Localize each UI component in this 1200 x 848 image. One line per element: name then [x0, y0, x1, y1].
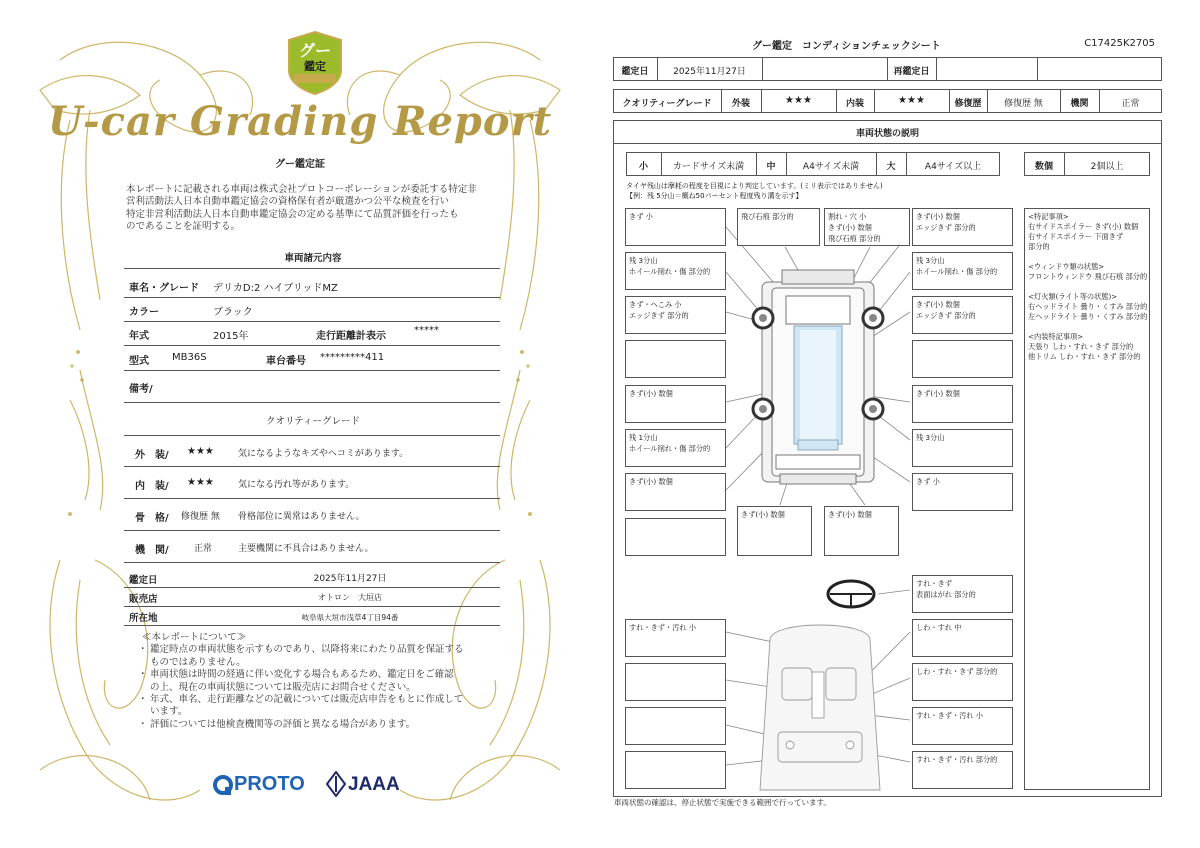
inspection-date-label: 鑑定日 [129, 575, 158, 586]
badge-line2: 鑑定 [304, 60, 326, 73]
section-title: 車両状態の説明 [855, 129, 919, 139]
cond-box-r7: きず 小 [912, 473, 1013, 511]
cond-box-r2: 残 3分山 ホイール削れ・傷 部分的 [912, 252, 1013, 290]
spec-section-title: 車両諸元内容 [284, 253, 342, 264]
inspection-date-value: 2025年11月27日 [313, 574, 387, 584]
cond-box-r5: きず(小) 数個 [912, 385, 1013, 423]
cond-box-ir4: すれ・きず・汚れ 部分的 [912, 751, 1013, 789]
legend-large-desc: A4サイズ以上 [924, 162, 982, 172]
engine-label: 機関 [1070, 99, 1089, 109]
certificate-title: グー鑑定証 [275, 159, 325, 170]
divider [124, 587, 500, 588]
model-value: MB36S [172, 352, 207, 363]
cond-box-l1: きず 小 [625, 208, 726, 246]
repair-value: 修復歴 無 [1004, 99, 1043, 109]
divider [124, 321, 500, 322]
legend-mid-desc: A4サイズ未満 [802, 162, 860, 172]
divider [124, 606, 500, 607]
cond-box-l7: きず(小) 数個 [625, 473, 726, 511]
proto-logo-icon [212, 774, 234, 796]
date-label: 鑑定日 [621, 67, 649, 77]
cond-box-r4 [912, 340, 1013, 378]
color-value: ブラック [213, 307, 253, 318]
legend-large: 大 [886, 162, 896, 172]
cond-box-l8 [625, 518, 726, 556]
divider [762, 57, 763, 81]
divider [936, 57, 937, 81]
sheet-code: C17425K2705 [1084, 38, 1155, 49]
cond-box-t2: 割れ・穴 小 きず(小) 数個 飛び石痕 部分的 [824, 208, 910, 246]
int-value: ★★★ [898, 95, 925, 106]
address-value: 岐阜県大垣市浅草4丁目94番 [301, 613, 399, 622]
divider [124, 530, 500, 531]
color-label: カラー [129, 307, 159, 318]
car-name-value: デリカD:2 ハイブリッドMZ [213, 283, 338, 294]
ext-label: 外装 [731, 99, 750, 109]
cond-box-l3: きず・へこみ 小 エッジきず 部分的 [625, 296, 726, 334]
divider [124, 345, 500, 346]
dealer-value: オトロン 大垣店 [318, 593, 382, 602]
cond-box-l5: きず(小) 数個 [625, 385, 726, 423]
divider [124, 466, 500, 467]
jaaa-logo-text: JAAA [348, 774, 400, 795]
chassis-label: 車台番号 [266, 356, 306, 367]
divider [124, 297, 500, 298]
cond-box-l4 [625, 340, 726, 378]
divider [124, 625, 500, 626]
sheet-title: グー鑑定 コンディションチェックシート [752, 41, 941, 52]
cond-box-il3 [625, 707, 726, 745]
grading-certificate-page: グー 鑑定 U-car Grading Report グー鑑定証 本レポートに記載される車両は株式会社プロトコーポレーションが委託する特定非 営利活動法人日本自動車鑑定協会の資格保有者が厳選かつ公平な検査を行い 特定非営利活動法人日本自動車鑑定協会の定める基準にて品質評価を行ったも のであることを証明する。 車両諸元内容 車名・グレード デリカD:2 ハイブリッドMZ カラー ブラック 年式 2015年 走行距離計表示 ***** 型式 MB36S 車台番号 *********411 備考/ クオリティーグレード 外 装/ ★★★ 気になるようなキズやヘコミがあります。 内 装/ ★★★ 気になる汚れ等があります。 骨 格/ 修復歴 無 骨格部位に異常はありません。 機 関/ 正常 主要機関に不具合はありません。 鑑定日 2025年11月27日 販売店 オトロン 大垣店 所在地 岐阜県大垣市浅草4丁目94番 ≪本レポートについて≫ ・ 鑑定時点の車両状態を示すものであり、以降将来にわたり品質を保証する ものではありません。 ・ 車両状態は時間の経過に伴い変化する場合もあるため、鑑定日をご確認 の上、現在の車両状態については販売店にお問合せください。 ・ 年式、車名、走行距離などの記載については販売店申告をもとに作成して います。 ・ 評価については他検査機関等の評価と異なる場合があります。 PROTO JAAA [0, 0, 600, 848]
year-value: 2015年 [213, 331, 249, 342]
cond-box-il1: すれ・きず・汚れ 小 [625, 619, 726, 657]
cond-box-l2: 残 3分山 ホイール削れ・傷 部分的 [625, 252, 726, 290]
quality-section-title: クオリティーグレード [265, 416, 361, 427]
proto-logo-text: PROTO [234, 773, 305, 795]
tire-note-1: タイヤ残山は摩耗の程度を目視により判定しています。(ミリ表示ではありません) [626, 182, 883, 190]
legend-mid: 中 [766, 162, 776, 172]
cond-box-ir2: しわ・すれ・きず 部分的 [912, 663, 1013, 701]
divider [124, 435, 500, 436]
script-title: U-car Grading Report [47, 98, 553, 145]
cond-box-b2: きず(小) 数個 [824, 506, 899, 556]
divider [124, 268, 500, 269]
divider [124, 498, 500, 499]
cond-box-il4 [625, 751, 726, 789]
mileage-label: 走行距離計表示 [316, 331, 386, 342]
cond-box-r6: 残 3分山 [912, 429, 1013, 467]
qg-label: クオリティーグレード [622, 99, 712, 109]
legend-count: 数個 [1034, 162, 1053, 172]
cond-box-l6: 残 1分山 ホイール削れ・傷 部分的 [625, 429, 726, 467]
legend-small: 小 [638, 162, 648, 172]
divider [124, 370, 500, 371]
engine-value: 正常 [1121, 99, 1140, 109]
badge-line1: グー [298, 41, 331, 60]
cond-box-b1: きず(小) 数個 [737, 506, 812, 556]
cond-box-ir3: すれ・きず・汚れ 小 [912, 707, 1013, 745]
tire-note-2: 【例：残 5分山＝概ね50パーセント程度残り溝を示す】 [626, 192, 803, 200]
year-label: 年式 [129, 331, 149, 342]
cond-box-ir1: しわ・すれ 中 [912, 619, 1013, 657]
legend-small-desc: カードサイズ未満 [672, 162, 745, 172]
date-value: 2025年11月27日 [673, 67, 746, 77]
cond-box-i1: すれ・きず 表面はがれ 部分的 [912, 575, 1013, 613]
report-notes: ≪本レポートについて≫ ・ 鑑定時点の車両状態を示すものであり、以降将来にわたり品質を保証する ものではありません。 ・ 車両状態は時間の経過に伴い変化する場合もあるため、鑑定日をご確認 の上、現在の車両状態については販売店にお問合せください。 ・ 年式、車名、走行距離などの記載については販売店申告をもとに作成して います。 ・ 評価については他検査機関等の評価と異なる場合があります。 [138, 632, 488, 731]
sponsor-logos [212, 770, 412, 800]
dealer-label: 販売店 [129, 594, 158, 605]
reinspect-label: 再鑑定日 [893, 67, 930, 77]
car-name-label: 車名・グレード [129, 283, 199, 294]
special-notes-text: <特記事項> 右サイドスポイラー きず(小) 数個 右サイドスポイラー 下面きず 部分的 <ウィンドウ類の状態> フロントウィンドウ 飛び石痕 部分的 <灯火類(ライト等の状態)> 右ヘッドライト 曇り・くすみ 部分的 左ヘッドライト 曇り・くすみ 部分的 <内装特記事項> 天張り しわ・すれ・きず 部分的 他トリム しわ・すれ・きず 部分的 [1028, 212, 1148, 361]
ext-value: ★★★ [785, 95, 812, 106]
remarks-label: 備考/ [129, 384, 153, 395]
model-label: 型式 [129, 356, 149, 367]
cond-box-r1: きず(小) 数個 エッジきず 部分的 [912, 208, 1013, 246]
condition-check-sheet [600, 0, 1200, 848]
mileage-value: ***** [414, 325, 439, 336]
divider [124, 402, 500, 403]
goo-grading-badge [286, 30, 344, 96]
address-label: 所在地 [129, 613, 158, 624]
divider [1037, 57, 1038, 81]
legend-count-desc: 2個以上 [1090, 162, 1124, 172]
sheet-footer: 車両状態の確認は、停止状態で実施できる範囲で行っています。 [614, 798, 831, 807]
chassis-value: *********411 [320, 352, 385, 363]
certificate-text: 本レポートに記載される車両は株式会社プロトコーポレーションが委託する特定非 営利活動法人日本自動車鑑定協会の資格保有者が厳選かつ公平な検査を行い 特定非営利活動法人日本自動車鑑定協会の定める基準にて品質評価を行ったも のであることを証明する。 [126, 184, 477, 233]
jaaa-logo-icon [326, 771, 346, 797]
cond-box-il2 [625, 663, 726, 701]
cond-box-r3: きず(小) 数個 エッジきず 部分的 [912, 296, 1013, 334]
divider [124, 562, 500, 563]
divider [613, 143, 1162, 144]
cond-box-t1: 飛び石痕 部分的 [737, 208, 820, 246]
repair-label: 修復歴 [954, 99, 982, 109]
int-label: 内装 [845, 99, 864, 109]
